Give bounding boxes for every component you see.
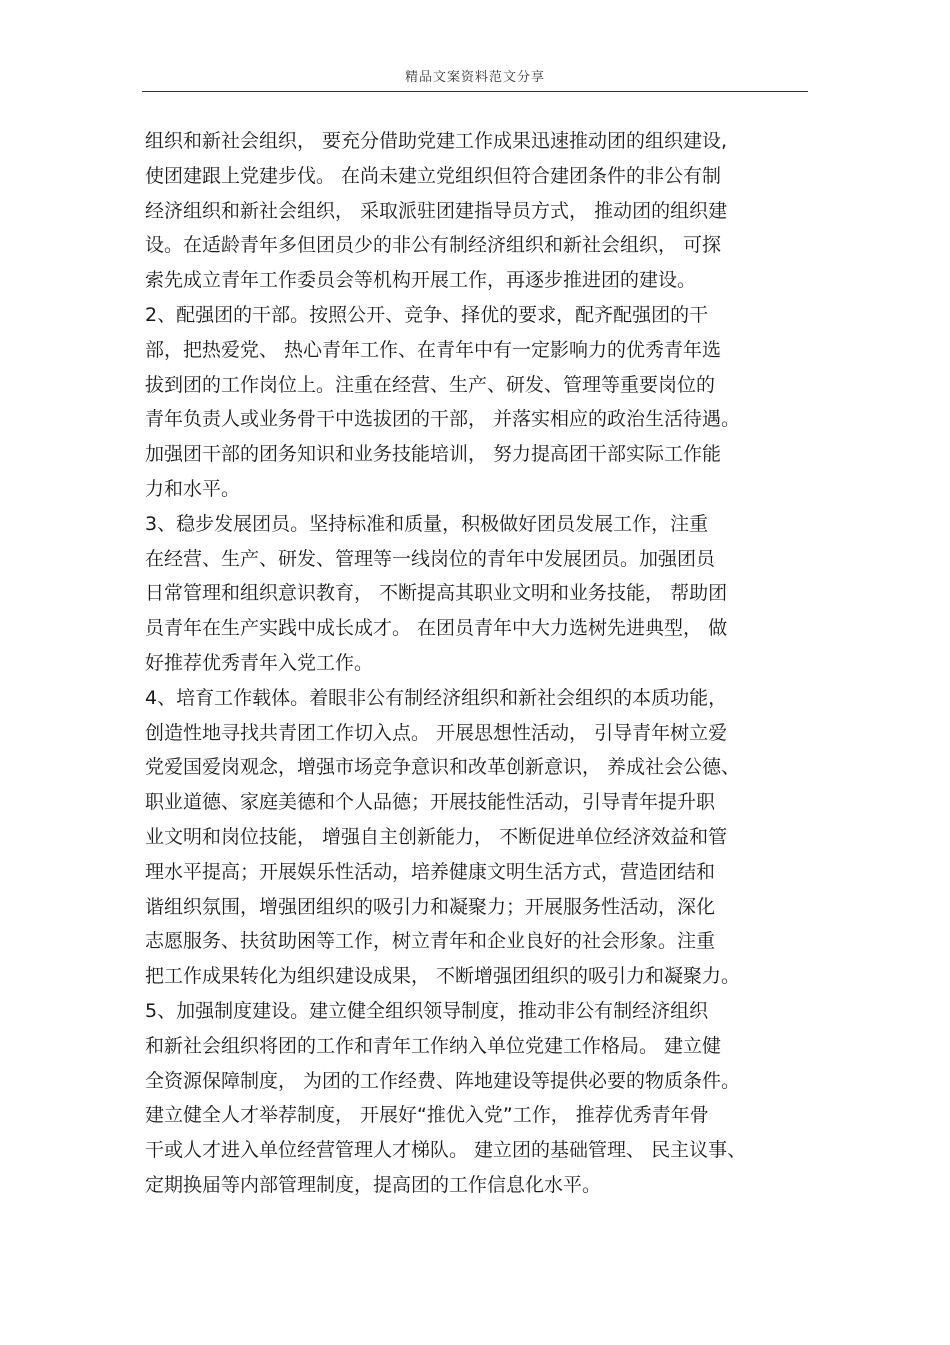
page-header: 精品文案资料范文分享	[404, 70, 545, 85]
text-line: 员青年在生产实践中成长成才。 在团员青年中大力选树先进典型， 做	[145, 617, 728, 640]
text-line: 使团建跟上党建步伐。 在尚未建立党组织但符合建团条件的非公有制	[145, 164, 722, 187]
text-line: 拔到团的工作岗位上。注重在经营、生产、研发、管理等重要岗位的	[145, 373, 716, 396]
text-line: 设。在适龄青年多但团员少的非公有制经济组织和新社会组织， 可探	[145, 234, 722, 257]
text-line: 把工作成果转化为组织建设成果， 不断增强团组织的吸引力和凝聚力。	[145, 965, 741, 988]
text-line: 组织和新社会组织， 要充分借助党建工作成果迅速推动团的组织建设,	[145, 130, 728, 152]
text-line: 力和水平。	[145, 477, 241, 500]
text-line: 谐组织氛围，增强团组织的吸引力和凝聚力；开展服务性活动，深化	[145, 895, 716, 918]
document-body	[145, 124, 815, 1203]
text-line: 5、加强制度建设。建立健全组织领导制度，推动非公有制经济组织	[145, 999, 709, 1022]
text-line: 志愿服务、扶贫助困等工作，树立青年和企业良好的社会形象。注重	[145, 930, 716, 953]
text-line: 理水平提高；开展娱乐性活动，培养健康文明生活方式，营造团结和	[145, 860, 716, 883]
header-divider	[142, 91, 808, 92]
text-line: 定期换届等内部管理制度，提高团的工作信息化水平。	[145, 1173, 602, 1196]
text-line: 加强团干部的团务知识和业务技能培训， 努力提高团干部实际工作能	[145, 443, 722, 466]
text-line: 索先成立青年工作委员会等机构开展工作，再逐步推进团的建设。	[145, 269, 697, 292]
text-line: 4、培育工作载体。着眼非公有制经济组织和新社会组织的本质功能，	[145, 686, 728, 709]
text-line: 职业道德、家庭美德和个人品德；开展技能性活动，引导青年提升职	[145, 791, 716, 814]
text-line: 2、配强团的干部。按照公开、竞争、择优的要求，配齐配强团的干	[145, 303, 709, 326]
text-line: 业文明和岗位技能， 增强自主创新能力， 不断促进单位经济效益和管	[145, 825, 728, 848]
text-line: 好推荐优秀青年入党工作。	[145, 651, 374, 674]
text-line: 建立健全人才举荐制度， 开展好“推优入党”工作， 推荐优秀青年骨	[145, 1104, 709, 1127]
text-line: 日常管理和组织意识教育， 不断提高其职业文明和业务技能， 帮助团	[145, 582, 728, 605]
text-line: 部，把热爱党、 热心青年工作、在青年中有一定影响力的优秀青年选	[145, 338, 722, 361]
text-line: 全资源保障制度， 为团的工作经费、阵地建设等提供必要的物质条件。	[145, 1069, 741, 1092]
text-line: 在经营、生产、研发、管理等一线岗位的青年中发展团员。加强团员	[145, 547, 716, 570]
text-line: 青年负责人或业务骨干中选拔团的干部， 并落实相应的政治生活待遇。	[145, 408, 741, 431]
text-line: 和新社会组织将团的工作和青年工作纳入单位党建工作格局。 建立健	[145, 1034, 722, 1057]
text-line: 创造性地寻找共青团工作切入点。 开展思想性活动， 引导青年树立爱	[145, 721, 728, 744]
text-line: 党爱国爱岗观念，增强市场竞争意识和改革创新意识， 养成社会公德、	[145, 756, 741, 779]
text-line: 经济组织和新社会组织， 采取派驻团建指导员方式， 推动团的组织建	[145, 199, 728, 222]
text-line: 干或人才进入单位经营管理人才梯队。 建立团的基础管理、 民主议事、	[145, 1139, 747, 1162]
text-line: 3、稳步发展团员。坚持标准和质量，积极做好团员发展工作，注重	[145, 512, 709, 535]
